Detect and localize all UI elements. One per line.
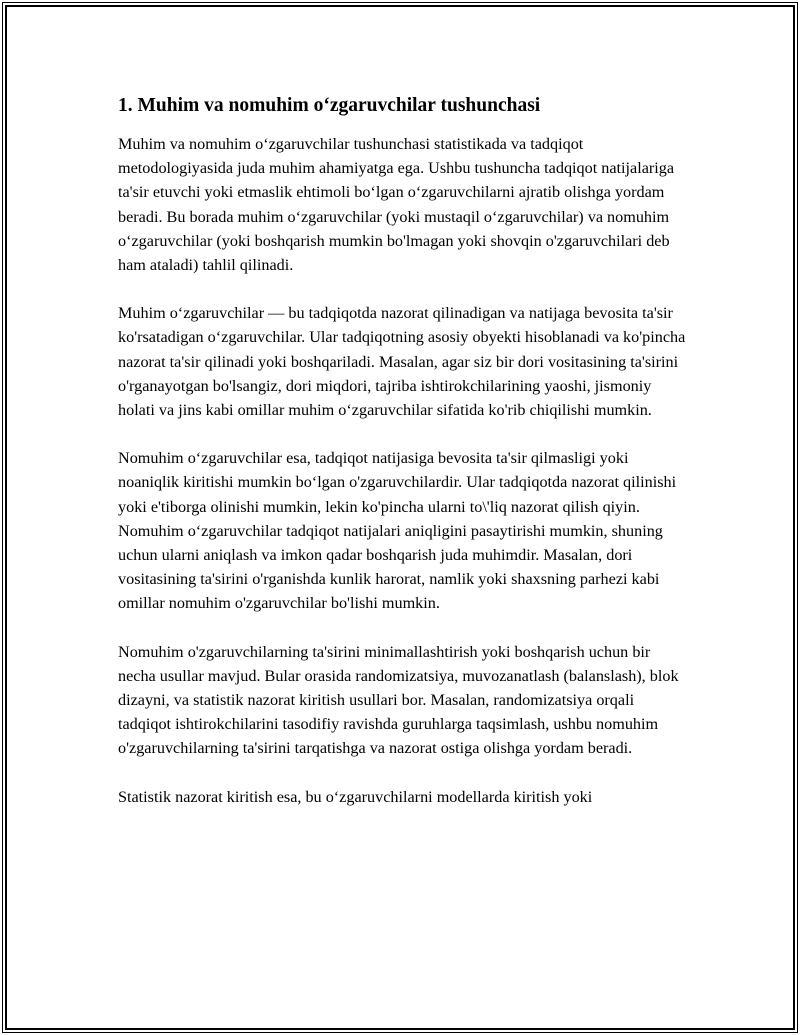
paragraph-control-methods: Nomuhim o'zgaruvchilarning ta'sirini minimallashtirish yoki boshqarish uchun bir necha usullar mavjud. Bular orasida randomizatsiya, muvozanatlash (balanslash), blok dizayni, va statistik nazorat kiritish usullari bor. Masalan, randomizatsiya orqali tadqiqot ishtirokchilarini tasodifiy ravishda guruhlarga taqsimlash, ushbu nomuhim o'zgaruvchilarning ta'sirini tarqatishga va nazorat ostiga olishga yordam beradi.: [118, 642, 679, 758]
paragraph-statistical-control: Statistik nazorat kiritish esa, bu o‘zgaruvchilarni modellarda kiritish yoki: [118, 787, 593, 806]
paragraph-important-variables: Muhim o‘zgaruvchilar — bu tadqiqotda nazorat qilinadigan va natijaga bevosita ta'sir ko'rsatadigan o‘zgaruvchilar. Ular tadqiqotning asosiy obyekti hisoblanadi va ko'pincha nazorat ta'sir qilinadi yoki boshqariladi. Masalan, agar siz bir dori vositasining ta'sirini o'rganayotgan bo'lsangiz, dori miqdori, tajriba ishtirokchilarining yaoshi, jismoniy holati va jins kabi omillar muhim o‘zgaruvchilar sifatida ko'rib chiqilishi mumkin.: [118, 304, 686, 420]
document-body: [118, 92, 690, 833]
paragraph-intro: Muhim va nomuhim o‘zgaruvchilar tushunchasi statistikada va tadqiqot metodologiyasida juda muhim ahamiyatga ega. Ushbu tushuncha tadqiqot natijalariga ta'sir etuvchi yoki etmaslik ehtimoli bo‘lgan o‘zgaruvchilarni ajratib olishga yordam beradi. Bu borada muhim o‘zgaruvchilar (yoki mustaqil o‘zgaruvchilar) va nomuhim o‘zgaruvchilar (yoki boshqarish mumkin bo'lmagan yoki shovqin o'zgaruvchilari deb ham ataladi) tahlil qilinadi.: [118, 135, 675, 275]
paragraph-unimportant-variables: Nomuhim o‘zgaruvchilar esa, tadqiqot natijasiga bevosita ta'sir qilmasligi yoki noaniqlik kiritishi mumkin bo‘lgan o'zgaruvchilardir. Ular tadqiqotda nazorat qilinishi yoki e'tiborga olinishi mumkin, lekin ko'pincha ularni to\'liq nazorat qilish qiyin. Nomuhim o‘zgaruvchilar tadqiqot natijalari aniqligini pasaytirishi mumkin, shuning uchun ularni aniqlash va imkon qadar boshqarish juda muhimdir. Masalan, dori vositasining ta'sirini o'rganishda kunlik harorat, namlik yoki shaxsning parhezi kabi omillar nomuhim o'zgaruvchilar bo'lishi mumkin.: [118, 449, 677, 613]
section-heading: 1. Muhim va nomuhim o‘zgaruvchilar tushunchasi: [118, 95, 541, 116]
